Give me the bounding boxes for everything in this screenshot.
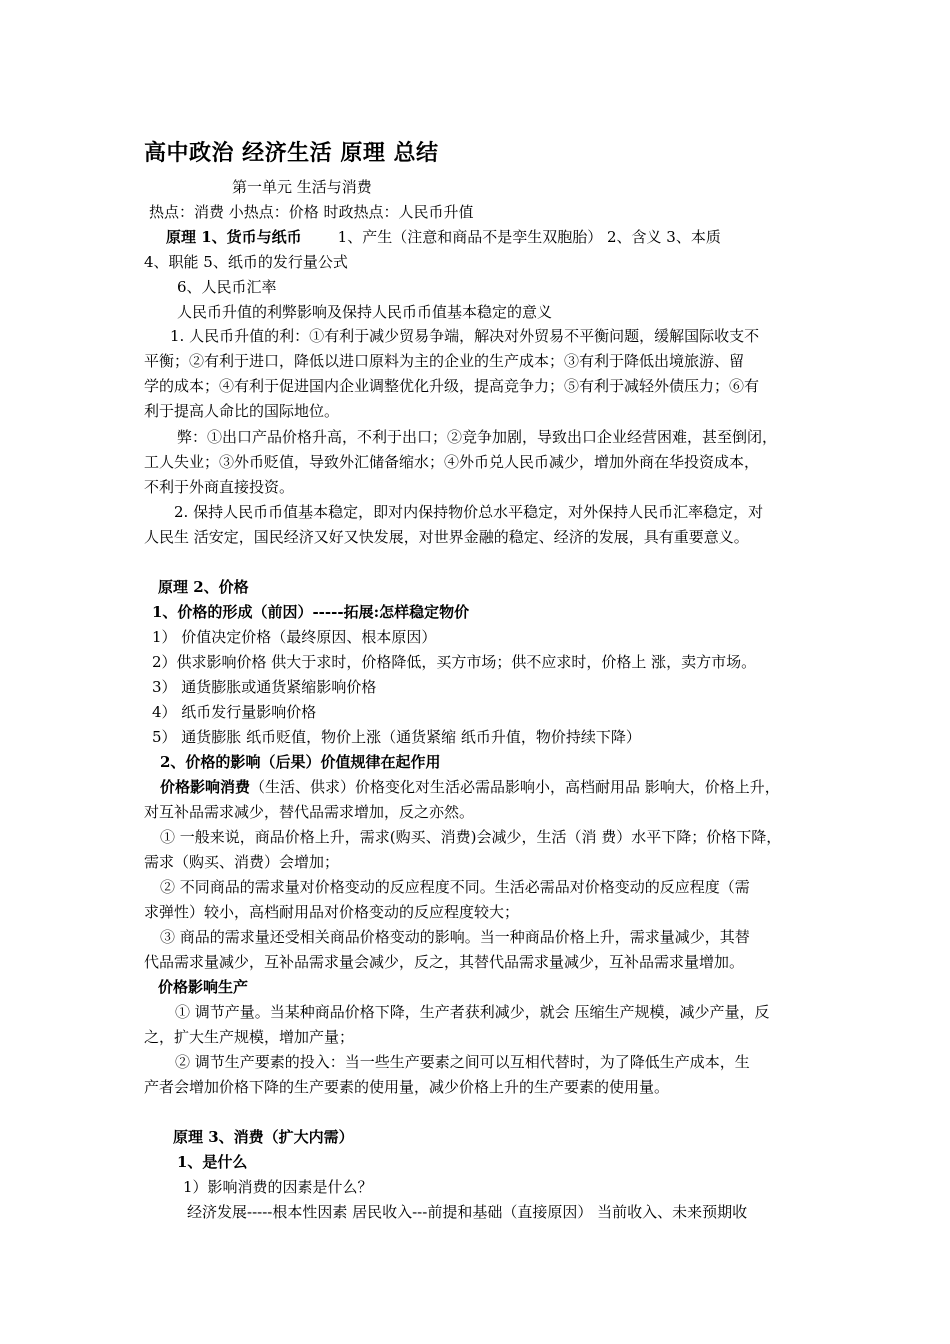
principle-3-heading: 原理 3、消费（扩大内需） — [173, 1128, 354, 1146]
consumption-point: ① 一般来说，商品价格上升，需求(购买、消费)会减少，生活（消 费）水平下降；价格下降， — [160, 828, 782, 846]
price-consumption-text: （生活、供求）价格变化对生活必需品影响小，高档耐用品 影响大，价格上升， — [250, 778, 780, 796]
harm-line: 弊：①出口产品价格升高，不利于出口；②竞争加剧，导致出口企业经营困难，甚至倒闭， — [177, 428, 778, 446]
benefit-line: 利于提高人命比的国际地位。 — [144, 402, 340, 420]
price-formation-heading: 1、价格的形成（前因）-----拓展:怎样稳定物价 — [152, 603, 470, 621]
consumption-factor-question: 1）影响消费的因素是什么？ — [183, 1178, 373, 1196]
consumption-factor-line: 经济发展-----根本性因素 居民收入---前提和基础（直接原因） 当前收入、未来预期收 — [187, 1203, 748, 1221]
benefit-line: 学的成本；④有利于促进国内企业调整优化升级，提高竞争力；⑤有利于减轻外债压力；⑥有 — [144, 377, 760, 395]
production-point: ② 调节生产要素的投入：当一些生产要素之间可以互相代替时，为了降低生产成本，生 — [175, 1053, 750, 1071]
benefit-line: 平衡；②有利于进口，降低以进口原料为主的企业的生产成本；③有利于降低出境旅游、留 — [144, 352, 745, 370]
consumption-point: ② 不同商品的需求量对价格变动的反应程度不同。生活必需品对价格变动的反应程度（需 — [160, 878, 750, 896]
hot-topics: 热点：消费 小热点：价格 时政热点：人民币升值 — [149, 203, 474, 221]
price-factor-item: 2）供求影响价格 供大于求时，价格降低，买方市场；供不应求时，价格上 涨，卖方市场。 — [152, 653, 757, 671]
principle-2-heading: 原理 2、价格 — [158, 578, 249, 596]
principle-1-heading: 原理 1、货币与纸币 — [166, 228, 302, 246]
stable-line: 人民生 活安定，国民经济又好又快发展，对世界金融的稳定、经济的发展，具有重要意义。 — [144, 528, 749, 546]
price-impact-heading: 2、价格的影响（后果）价值规律在起作用 — [160, 753, 441, 771]
principle-1-line2: 4、职能 5、纸币的发行量公式 — [144, 253, 348, 271]
price-production-heading: 价格影响生产 — [158, 978, 249, 996]
consumption-point: 求弹性）较小，高档耐用品对价格变动的反应程度较大； — [144, 903, 520, 921]
consumption-point: 需求（购买、消费）会增加； — [144, 853, 340, 871]
price-factor-item: 1） 价值决定价格（最终原因、根本原因） — [152, 628, 437, 646]
principle-1-items: 1、产生（注意和商品不是孪生双胞胎） 2、含义 3、本质 — [337, 228, 721, 246]
principle-1-line — [166, 227, 721, 247]
benefit-line: 1. 人民币升值的利：①有利于减少贸易争端，解决对外贸易不平衡问题，缓解国际收支不 — [170, 327, 760, 345]
unit-heading: 第一单元 生活与消费 — [232, 178, 372, 196]
production-point: 产者会增加价格下降的生产要素的使用量，减少价格上升的生产要素的使用量。 — [144, 1078, 670, 1096]
price-consumption-line2: 对互补品需求减少，替代品需求增加，反之亦然。 — [144, 803, 475, 821]
stable-line: 2. 保持人民币币值基本稳定，即对内保持物价总水平稳定，对外保持人民币汇率稳定，对 — [174, 503, 764, 521]
page-title: 高中政治 经济生活 原理 总结 — [144, 141, 439, 166]
principle-1-line3: 6、人民币汇率 — [177, 278, 277, 296]
what-is-heading: 1、是什么 — [177, 1153, 248, 1171]
price-factor-item: 4） 纸币发行量影响价格 — [152, 703, 317, 721]
production-point: ① 调节产量。当某种商品价格下降，生产者获利减少，就会 压缩生产规模，减少产量，反 — [175, 1003, 770, 1021]
production-point: 之，扩大生产规模，增加产量； — [144, 1028, 355, 1046]
harm-line: 工人失业；③外币贬值，导致外汇储备缩水；④外币兑人民币减少，增加外商在华投资成本， — [144, 453, 760, 471]
price-consumption-heading: 价格影响消费 — [160, 778, 251, 796]
harm-line: 不利于外商直接投资。 — [144, 478, 295, 496]
consumption-point: ③ 商品的需求量还受相关商品价格变动的影响。当一种商品价格上升，需求量减少，其替 — [160, 928, 750, 946]
price-factor-item: 5） 通货膨胀 纸币贬值，物价上涨（通货紧缩 纸币升值，物价持续下降） — [152, 728, 641, 746]
price-factor-item: 3） 通货膨胀或通货紧缩影响价格 — [152, 678, 377, 696]
consumption-point: 代品需求量减少，互补品需求量会减少，反之，其替代品需求量减少，互补品需求量增加。 — [144, 953, 745, 971]
rmb-section-title: 人民币升值的利弊影响及保持人民币币值基本稳定的意义 — [177, 303, 553, 321]
price-consumption-line — [160, 777, 780, 797]
